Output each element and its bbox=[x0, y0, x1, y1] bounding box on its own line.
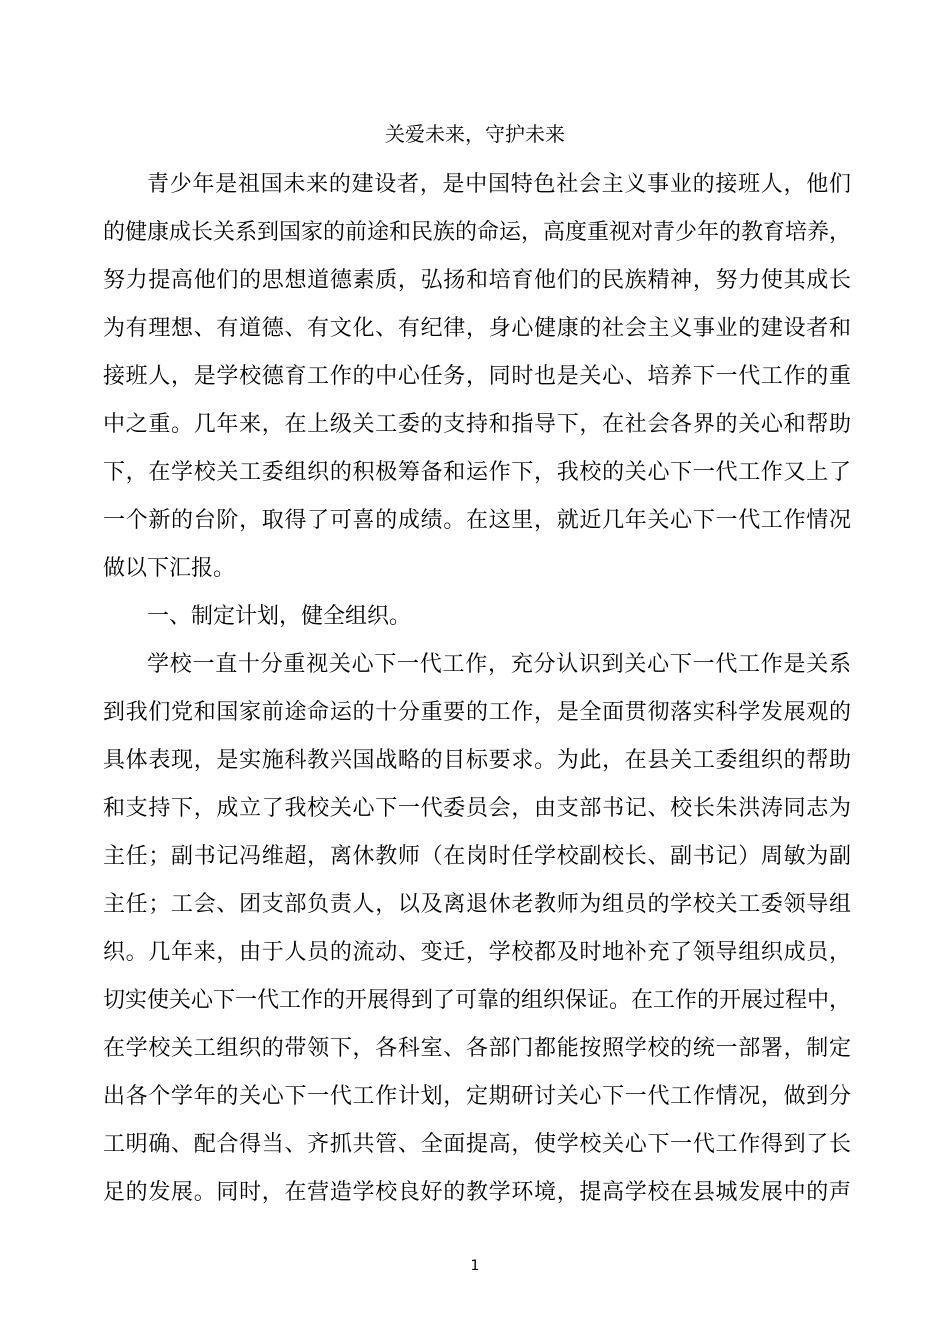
paragraph-line: 一个新的台阶，取得了可喜的成绩。在这里，就近几年关心下一代工作情况 bbox=[103, 508, 851, 533]
paragraph-line: 下，在学校关工委组织的积极筹备和运作下，我校的关心下一代工作又上了 bbox=[103, 460, 851, 485]
section-heading: 一、制定计划，健全组织。 bbox=[147, 604, 412, 629]
paragraph-line: 为有理想、有道德、有文化、有纪律，身心健康的社会主义事业的建设者和 bbox=[103, 316, 851, 341]
paragraph-line: 学校一直十分重视关心下一代工作，充分认识到关心下一代工作是关系 bbox=[147, 652, 851, 677]
document-title: 关爱未来，守护未来 bbox=[385, 122, 565, 146]
paragraph-line: 工明确、配合得当、齐抓共管、全面提高，使学校关心下一代工作得到了长 bbox=[103, 1132, 851, 1157]
paragraph-line: 和支持下，成立了我校关心下一代委员会，由支部书记、校长朱洪涛同志为 bbox=[103, 796, 851, 821]
paragraph-line: 出各个学年的关心下一代工作计划，定期研讨关心下一代工作情况，做到分 bbox=[103, 1084, 851, 1109]
paragraph-line: 主任；工会、团支部负责人，以及离退休老教师为组员的学校关工委领导组 bbox=[103, 892, 851, 917]
paragraph-line: 努力提高他们的思想道德素质，弘扬和培育他们的民族精神，努力使其成长 bbox=[103, 268, 851, 293]
paragraph-line: 做以下汇报。 bbox=[103, 556, 236, 581]
paragraph-line: 到我们党和国家前途命运的十分重要的工作，是全面贯彻落实科学发展观的 bbox=[103, 700, 851, 725]
paragraph-line: 的健康成长关系到国家的前途和民族的命运，高度重视对青少年的教育培养， bbox=[103, 220, 852, 245]
paragraph-line: 织。几年来，由于人员的流动、变迁，学校都及时地补充了领导组织成员， bbox=[103, 940, 851, 965]
page-number: 1 bbox=[470, 1258, 480, 1274]
paragraph-line: 具体表现，是实施科教兴国战略的目标要求。为此，在县关工委组织的帮助 bbox=[103, 748, 851, 773]
paragraph-line: 青少年是祖国未来的建设者，是中国特色社会主义事业的接班人，他们 bbox=[147, 172, 851, 197]
paragraph-line: 在学校关工组织的带领下，各科室、各部门都能按照学校的统一部署，制定 bbox=[103, 1036, 851, 1061]
paragraph-line: 切实使关心下一代工作的开展得到了可靠的组织保证。在工作的开展过程中， bbox=[103, 988, 852, 1013]
paragraph-line: 足的发展。同时，在营造学校良好的教学环境，提高学校在县城发展中的声 bbox=[103, 1180, 851, 1205]
paragraph-line: 中之重。几年来，在上级关工委的支持和指导下，在社会各界的关心和帮助 bbox=[103, 412, 851, 437]
paragraph-line: 主任；副书记冯维超，离休教师（在岗时任学校副校长、副书记）周敏为副 bbox=[103, 844, 851, 869]
paragraph-line: 接班人，是学校德育工作的中心任务，同时也是关心、培养下一代工作的重 bbox=[103, 364, 851, 389]
